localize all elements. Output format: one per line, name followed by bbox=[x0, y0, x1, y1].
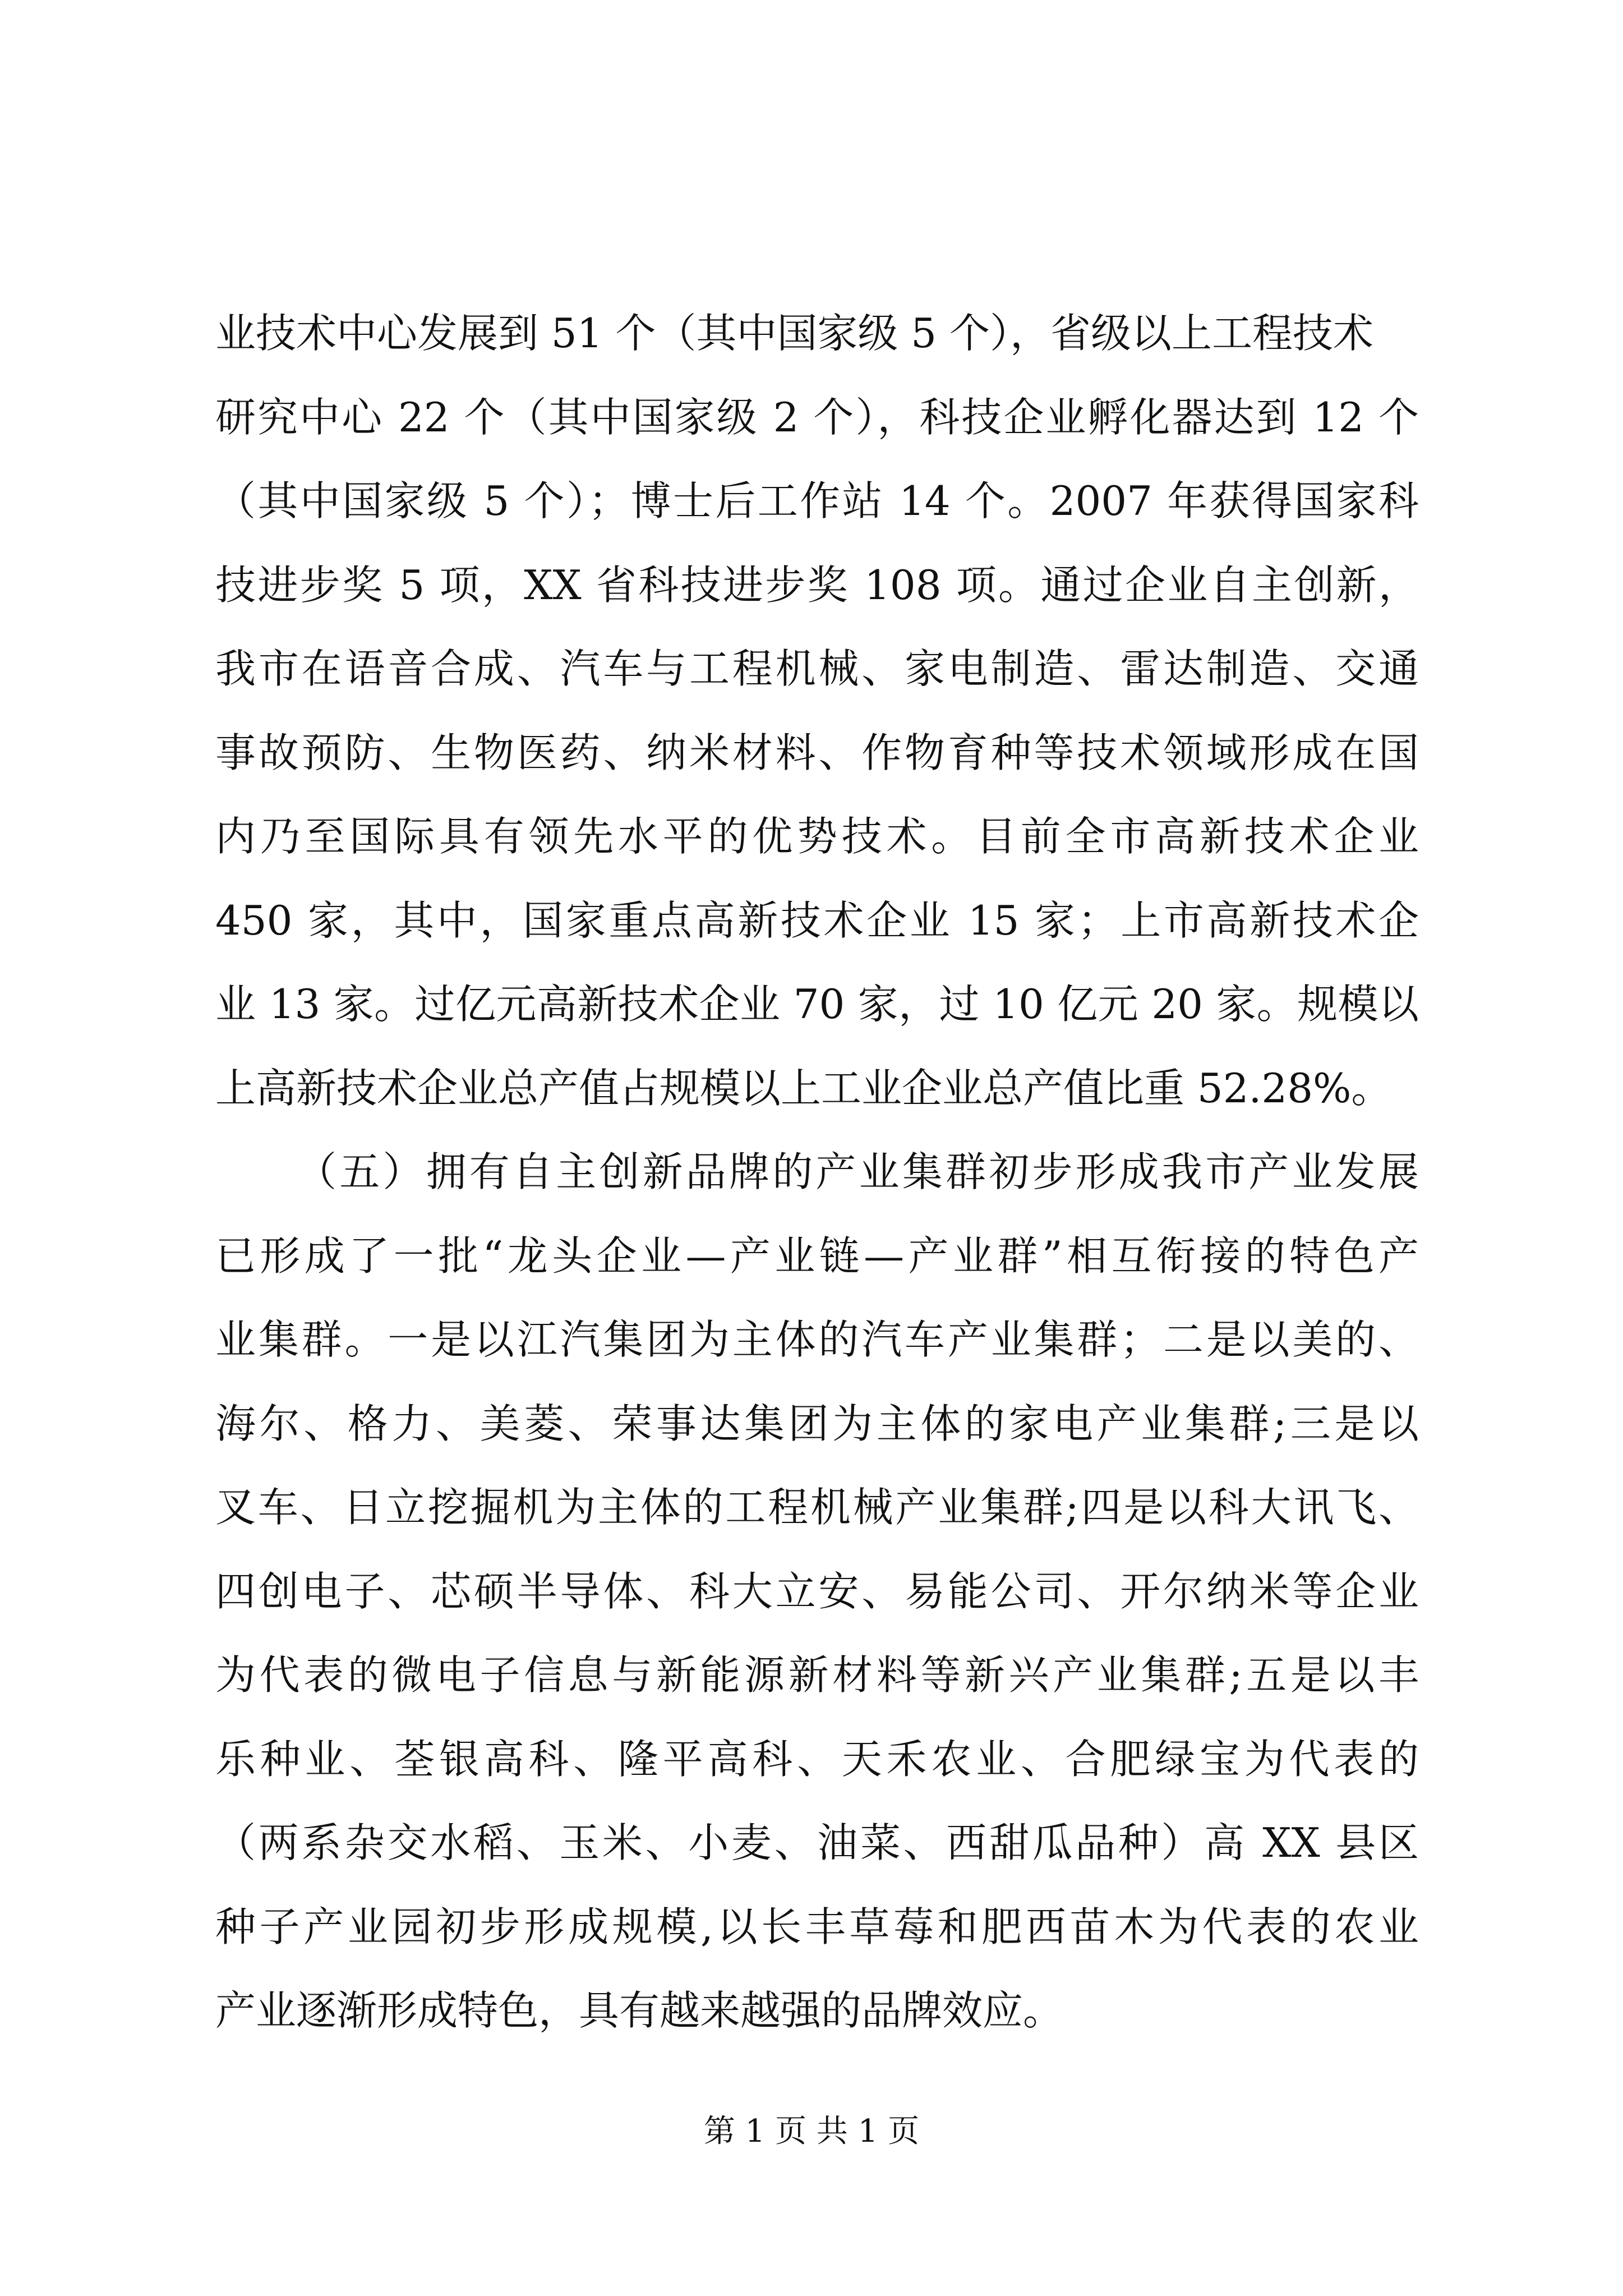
page-footer: 第 1 页 共 1 页 bbox=[703, 2113, 920, 2150]
text-line-18: 乐种业、荃银高科、隆平高科、天禾农业、合肥绿宝为代表的 bbox=[215, 1735, 1419, 1783]
body-text bbox=[215, 292, 1419, 2053]
text-line-20: 种子产业园初步形成规模,以长丰草莓和肥西苗木为代表的农业 bbox=[215, 1903, 1419, 1950]
text-line-14: 海尔、格力、美菱、荣事达集团为主体的家电产业集群;三是以 bbox=[215, 1400, 1419, 1447]
text-line-13: 业集群。一是以江汽集团为主体的汽车产业集群；二是以美的、 bbox=[215, 1316, 1419, 1363]
text-line-19: （两系杂交水稻、玉米、小麦、油菜、西甜瓜品种）高 XX 县区 bbox=[215, 1819, 1419, 1866]
text-line-10: 上高新技术企业总产值占规模以上工业企业总产值比重 52.28%。 bbox=[215, 1064, 1392, 1112]
text-line-4: 技进步奖 5 项，XX 省科技进步奖 108 项。通过企业自主创新， bbox=[215, 561, 1419, 609]
text-line-9: 业 13 家。过亿元高新技术企业 70 家，过 10 亿元 20 家。规模以 bbox=[215, 981, 1419, 1028]
text-line-7: 内乃至国际具有领先水平的优势技术。目前全市高新技术企业 bbox=[215, 813, 1419, 860]
section-heading-line: （五）拥有自主创新品牌的产业集群初步形成我市产业发展 bbox=[296, 1148, 1419, 1195]
text-line-6: 事故预防、生物医药、纳米材料、作物育种等技术领域形成在国 bbox=[215, 729, 1419, 776]
text-line-5: 我市在语音合成、汽车与工程机械、家电制造、雷达制造、交通 bbox=[215, 645, 1419, 692]
text-line-15: 叉车、日立挖掘机为主体的工程机械产业集群;四是以科大讯飞、 bbox=[215, 1484, 1419, 1531]
text-line-17: 为代表的微电子信息与新能源新材料等新兴产业集群;五是以丰 bbox=[215, 1651, 1419, 1699]
text-line-1: 业技术中心发展到 51 个（其中国家级 5 个），省级以上工程技术 bbox=[215, 310, 1373, 357]
text-line-2: 研究中心 22 个（其中国家级 2 个），科技企业孵化器达到 12 个 bbox=[215, 393, 1419, 441]
text-line-12: 已形成了一批“龙头企业—产业链—产业群”相互衔接的特色产 bbox=[215, 1232, 1419, 1280]
text-line-16: 四创电子、芯硕半导体、科大立安、易能公司、开尔纳米等企业 bbox=[215, 1567, 1419, 1615]
text-line-21: 产业逐渐形成特色，具有越来越强的品牌效应。 bbox=[215, 1987, 1064, 2034]
text-line-8: 450 家，其中，国家重点高新技术企业 15 家；上市高新技术企 bbox=[215, 896, 1419, 944]
text-line-3: （其中国家级 5 个）；博士后工作站 14 个。2007 年获得国家科 bbox=[215, 477, 1419, 524]
